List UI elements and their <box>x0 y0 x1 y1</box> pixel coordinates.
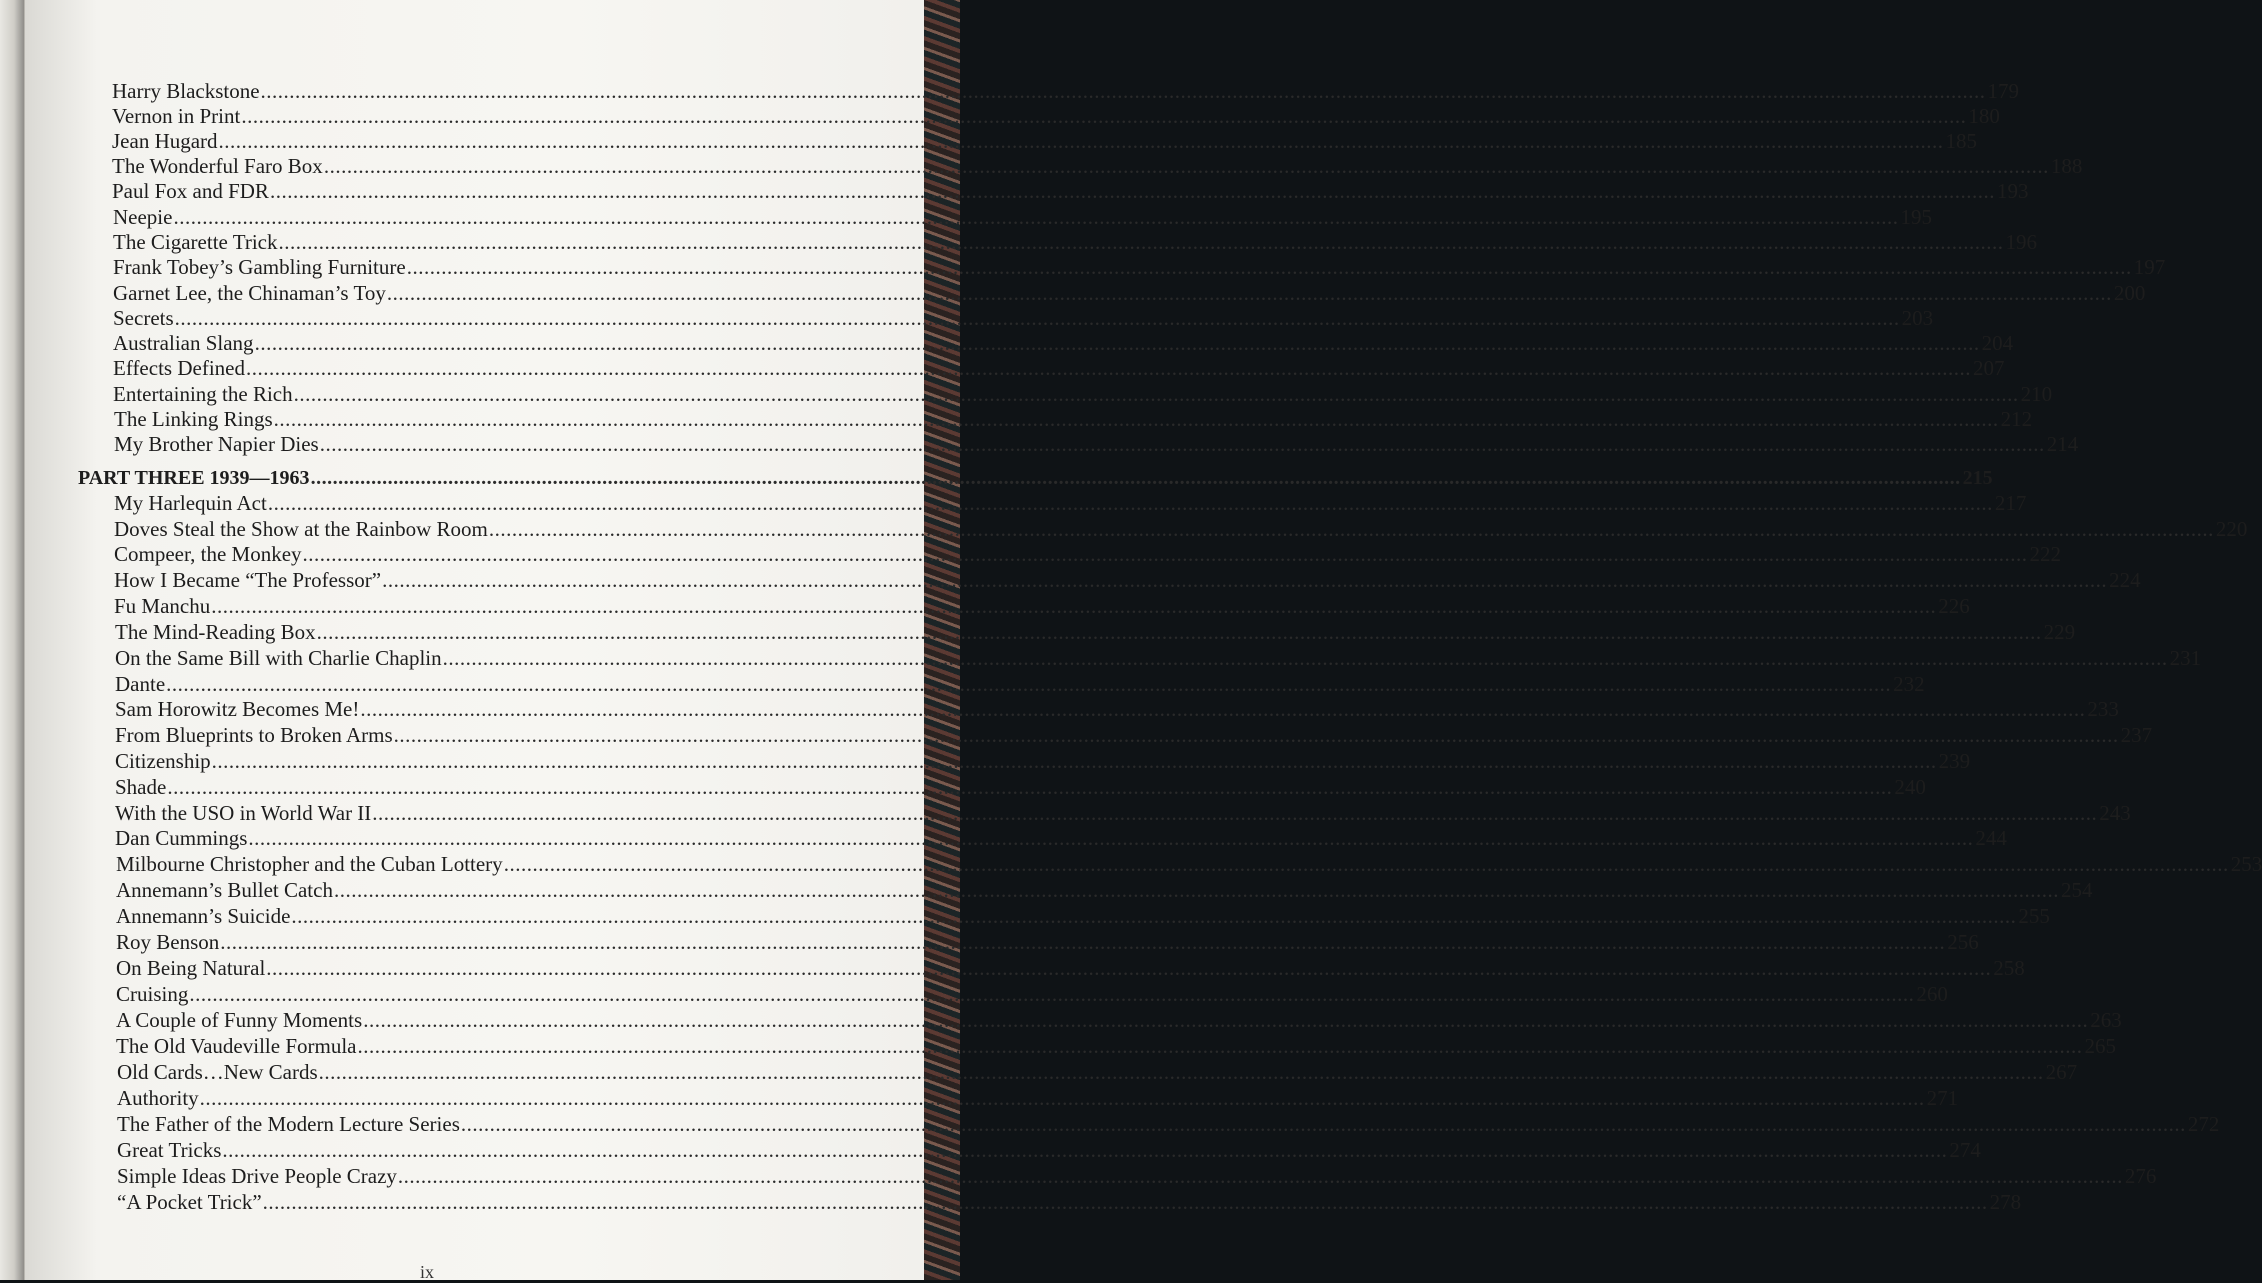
dot-leader: ............................................................................................................................................................................................................................................................................................................ <box>360 697 2086 721</box>
entry-title: Compeer, the Monkey <box>114 542 302 566</box>
entry-title: Frank Tobey’s Gambling Furniture <box>113 255 406 279</box>
entry-page-number: 239 <box>1938 749 1971 773</box>
entry-page-number: 222 <box>2029 542 2062 566</box>
entry-page-number: 231 <box>2169 646 2202 670</box>
dot-leader: ............................................................................................................................................................................................................................................................................................................ <box>503 852 2229 876</box>
entry-title: Roy Benson <box>116 930 220 954</box>
dot-leader: ............................................................................................................................................................................................................................................................................................................ <box>166 672 1892 696</box>
dot-leader: ............................................................................................................................................................................................................................................................................................................ <box>372 801 2098 825</box>
entry-title: Simple Ideas Drive People Crazy <box>117 1164 397 1188</box>
dot-leader: ............................................................................................................................................................................................................................................................................................................ <box>245 356 1971 380</box>
toc-entry <box>115 697 2119 722</box>
dot-leader: ............................................................................................................................................................................................................................................................................................................ <box>460 1112 2186 1136</box>
entry-page-number: 254 <box>2060 878 2093 902</box>
dot-leader: ............................................................................................................................................................................................................................................................................................................ <box>199 1086 1925 1110</box>
entry-title: Doves Steal the Show at the Rainbow Room <box>114 517 488 541</box>
entry-page-number: 265 <box>2084 1034 2116 1058</box>
dot-leader: ............................................................................................................................................................................................................................................................................................................ <box>397 1164 2123 1188</box>
entry-page-number: 210 <box>2020 382 2053 406</box>
toc-entry <box>116 904 2050 929</box>
toc-entry <box>113 255 2166 280</box>
entry-page-number: 253 <box>2230 852 2262 876</box>
page-folio: ix <box>420 1262 435 1282</box>
entry-title: A Couple of Funny Moments <box>116 1008 363 1032</box>
entry-page-number: 243 <box>2099 801 2131 825</box>
dot-leader: ............................................................................................................................................................................................................................................................................................................ <box>222 1138 1948 1162</box>
entry-page-number: 267 <box>2045 1060 2078 1084</box>
entry-title: The Linking Rings <box>114 407 273 431</box>
entry-title: On the Same Bill with Charlie Chaplin <box>115 646 442 670</box>
toc-entry <box>114 491 2027 516</box>
dot-leader: ............................................................................................................................................................................................................................................................................................................ <box>248 826 1974 850</box>
toc-entry <box>115 775 1926 800</box>
toc-entry <box>112 179 2029 204</box>
toc-entry <box>116 852 2262 877</box>
entry-page-number: 204 <box>1981 331 2014 355</box>
toc-entry <box>113 205 1932 230</box>
entry-page-number: 232 <box>1893 672 1925 696</box>
entry-page-number: 188 <box>2050 154 2083 178</box>
entry-title: Australian Slang <box>113 331 254 355</box>
entry-title: Harry Blackstone <box>112 79 260 103</box>
toc-entry <box>117 1112 2220 1137</box>
entry-page-number: 226 <box>1938 594 1970 618</box>
entry-page-number: 200 <box>2113 281 2146 305</box>
entry-title: Authority <box>117 1086 199 1110</box>
dot-leader: ............................................................................................................................................................................................................................................................................................................ <box>218 129 1944 153</box>
entry-page-number: 276 <box>2124 1164 2157 1188</box>
dot-leader: ............................................................................................................................................................................................................................................................................................................ <box>174 306 1900 330</box>
entry-page-number: 237 <box>2120 723 2153 747</box>
dot-leader: ............................................................................................................................................................................................................................................................................................................ <box>211 594 1937 618</box>
dot-leader: ............................................................................................................................................................................................................................................................................................................ <box>266 956 1992 980</box>
entry-page-number: 271 <box>1926 1086 1959 1110</box>
entry-title: Effects Defined <box>113 356 245 380</box>
entry-title: Entertaining the Rich <box>113 382 293 406</box>
entry-title: Shade <box>115 775 167 799</box>
dot-leader: ............................................................................................................................................................................................................................................................................................................ <box>220 930 1946 954</box>
entry-title: Cruising <box>116 982 189 1006</box>
dot-leader: ............................................................................................................................................................................................................................................................................................................ <box>323 154 2049 178</box>
entry-title: From Blueprints to Broken Arms <box>115 723 393 747</box>
entry-title: Dante <box>115 672 166 696</box>
entry-page-number: 193 <box>1996 179 2029 203</box>
entry-page-number: 255 <box>2018 904 2050 928</box>
entry-title: My Brother Napier Dies <box>114 432 319 456</box>
toc-entry <box>114 517 2248 542</box>
entry-page-number: 233 <box>2087 697 2119 721</box>
entry-page-number: 185 <box>1945 129 1978 153</box>
toc-entry <box>114 594 1970 619</box>
entry-page-number: 260 <box>1916 982 1948 1006</box>
dot-leader: ............................................................................................................................................................................................................................................................................................................ <box>189 982 1915 1006</box>
entry-title: Garnet Lee, the Chinaman’s Toy <box>113 281 386 305</box>
dot-leader: ............................................................................................................................................................................................................................................................................................................ <box>173 205 1899 229</box>
entry-page-number: 263 <box>2090 1008 2122 1032</box>
entry-title: Old Cards…New Cards <box>117 1060 318 1084</box>
entry-page-number: 196 <box>2005 230 2037 254</box>
dot-leader: ............................................................................................................................................................................................................................................................................................................ <box>357 1034 2083 1058</box>
toc-entry <box>114 432 2079 457</box>
dot-leader: ............................................................................................................................................................................................................................................................................................................ <box>386 281 2112 305</box>
toc-entry <box>117 1060 2078 1085</box>
toc-entry <box>115 672 1925 697</box>
dot-leader: ............................................................................................................................................................................................................................................................................................................ <box>333 878 2059 902</box>
entry-title: “A Pocket Trick” <box>117 1190 262 1214</box>
entry-title: Vernon in Print <box>112 104 241 128</box>
entry-page-number: 244 <box>1975 826 2007 850</box>
toc-entry <box>112 104 2000 129</box>
dot-leader: ............................................................................................................................................................................................................................................................................................................ <box>488 517 2214 541</box>
dot-leader: ............................................................................................................................................................................................................................................................................................................ <box>363 1008 2089 1032</box>
entry-page-number: 258 <box>1993 956 2025 980</box>
entry-title: The Father of the Modern Lecture Series <box>117 1112 460 1136</box>
dot-leader: ............................................................................................................................................................................................................................................................................................................ <box>241 104 1967 128</box>
entry-title: The Cigarette Trick <box>113 230 278 254</box>
toc-entry <box>115 646 2202 671</box>
toc-entry <box>117 1190 2022 1215</box>
dot-leader: ............................................................................................................................................................................................................................................................................................................ <box>382 568 2108 592</box>
entry-title: The Wonderful Faro Box <box>112 154 323 178</box>
toc-entry <box>115 826 2007 851</box>
entry-page-number: 197 <box>2133 255 2166 279</box>
toc-entry <box>114 407 2033 432</box>
dot-leader: ............................................................................................................................................................................................................................................................................................................ <box>260 79 1986 103</box>
entry-title: Annemann’s Suicide <box>116 904 291 928</box>
entry-title: On Being Natural <box>116 956 266 980</box>
entry-title: Great Tricks <box>117 1138 222 1162</box>
entry-title: Milbourne Christopher and the Cuban Lottery <box>116 852 503 876</box>
entry-page-number: 195 <box>1900 205 1932 229</box>
entry-title: The Mind-Reading Box <box>115 620 316 644</box>
dot-leader: ............................................................................................................................................................................................................................................................................................................ <box>278 230 2004 254</box>
entry-page-number: 240 <box>1894 775 1926 799</box>
toc-entry <box>115 749 1971 774</box>
toc-part-heading <box>78 466 1993 491</box>
toc-entry <box>113 230 2037 255</box>
toc-entry <box>116 1008 2122 1033</box>
entry-page-number: 224 <box>2109 568 2141 592</box>
entry-page-number: 256 <box>1947 930 1979 954</box>
dot-leader: ............................................................................................................................................................................................................................................................................................................ <box>319 432 2045 456</box>
entry-title: Jean Hugard <box>112 129 218 153</box>
dot-leader: ............................................................................................................................................................................................................................................................................................................ <box>316 620 2042 644</box>
dot-leader: ............................................................................................................................................................................................................................................................................................................ <box>302 542 2028 566</box>
dot-leader: ............................................................................................................................................................................................................................................................................................................ <box>167 775 1893 799</box>
entry-page-number: 229 <box>2043 620 2076 644</box>
entry-title: Secrets <box>113 306 174 330</box>
entry-page-number: 214 <box>2046 432 2079 456</box>
toc-entry <box>116 982 1948 1007</box>
toc-entry <box>116 878 2093 903</box>
part-title: PART THREE 1939—1963 <box>78 467 310 489</box>
dot-leader: ............................................................................................................................................................................................................................................................................................................ <box>293 382 2019 406</box>
dot-leader: ............................................................................................................................................................................................................................................................................................................ <box>291 904 2017 928</box>
toc-entry <box>112 154 2083 179</box>
entry-page-number: 272 <box>2187 1112 2220 1136</box>
entry-page-number: 203 <box>1901 306 1934 330</box>
toc-entry <box>117 1138 1981 1163</box>
entry-title: The Old Vaudeville Formula <box>116 1034 357 1058</box>
dot-leader: ............................................................................................................................................................................................................................................................................................................ <box>211 749 1937 773</box>
toc-entry <box>113 331 2014 356</box>
toc-entry <box>112 129 1978 154</box>
toc-entry <box>113 382 2053 407</box>
entry-title: Citizenship <box>115 749 211 773</box>
entry-page-number: 215 <box>1962 467 1993 489</box>
toc-entry <box>113 356 2005 381</box>
toc-entry <box>115 620 2076 645</box>
toc-entry <box>117 1086 1959 1111</box>
entry-page-number: 179 <box>1987 79 2020 103</box>
toc-entry <box>116 956 2025 981</box>
dot-leader: ............................................................................................................................................................................................................................................................................................................ <box>442 646 2168 670</box>
toc-entry <box>116 930 1979 955</box>
dot-leader: ............................................................................................................................................................................................................................................................................................................ <box>267 491 1993 515</box>
dot-leader: ............................................................................................................................................................................................................................................................................................................ <box>269 179 1995 203</box>
entry-title: With the USO in World War II <box>115 801 372 825</box>
toc-entry <box>114 568 2141 593</box>
entry-page-number: 207 <box>1972 356 2005 380</box>
toc-entry <box>115 801 2131 826</box>
entry-title: How I Became “The Professor” <box>114 568 382 592</box>
toc-entry <box>113 306 1934 331</box>
dot-leader: ............................................................................................................................................................................................................................................................................................................ <box>254 331 1980 355</box>
entry-page-number: 217 <box>1994 491 2027 515</box>
toc-entry <box>117 1164 2157 1189</box>
dot-leader: ............................................................................................................................................................................................................................................................................................................ <box>406 255 2132 279</box>
entry-title: Fu Manchu <box>114 594 211 618</box>
toc-entry <box>115 723 2153 748</box>
toc-entry <box>113 281 2146 306</box>
entry-title: Annemann’s Bullet Catch <box>116 878 333 902</box>
dot-leader: ............................................................................................................................................................................................................................................................................................................ <box>262 1190 1988 1214</box>
toc-entry <box>112 79 2020 104</box>
entry-page-number: 180 <box>1968 104 2000 128</box>
toc-entry <box>114 542 2062 567</box>
entry-page-number: 278 <box>1989 1190 2022 1214</box>
entry-title: Dan Cummings <box>115 826 248 850</box>
entry-page-number: 220 <box>2215 517 2248 541</box>
entry-page-number: 212 <box>2000 407 2033 431</box>
entry-title: My Harlequin Act <box>114 491 267 515</box>
dot-leader: ............................................................................................................................................................................................................................................................................................................ <box>393 723 2119 747</box>
entry-title: Neepie <box>113 205 173 229</box>
entry-page-number: 274 <box>1949 1138 1981 1162</box>
toc-entry <box>116 1034 2116 1059</box>
dot-leader: ............................................................................................................................................................................................................................................................................................................ <box>273 407 1999 431</box>
entry-title: Sam Horowitz Becomes Me! <box>115 697 360 721</box>
dot-leader: ............................................................................................................................................................................................................................................................................................................ <box>318 1060 2044 1084</box>
entry-title: Paul Fox and FDR <box>112 179 269 203</box>
dot-leader: ............................................................................................................................................................................................................................................................................................................ <box>310 467 1961 489</box>
